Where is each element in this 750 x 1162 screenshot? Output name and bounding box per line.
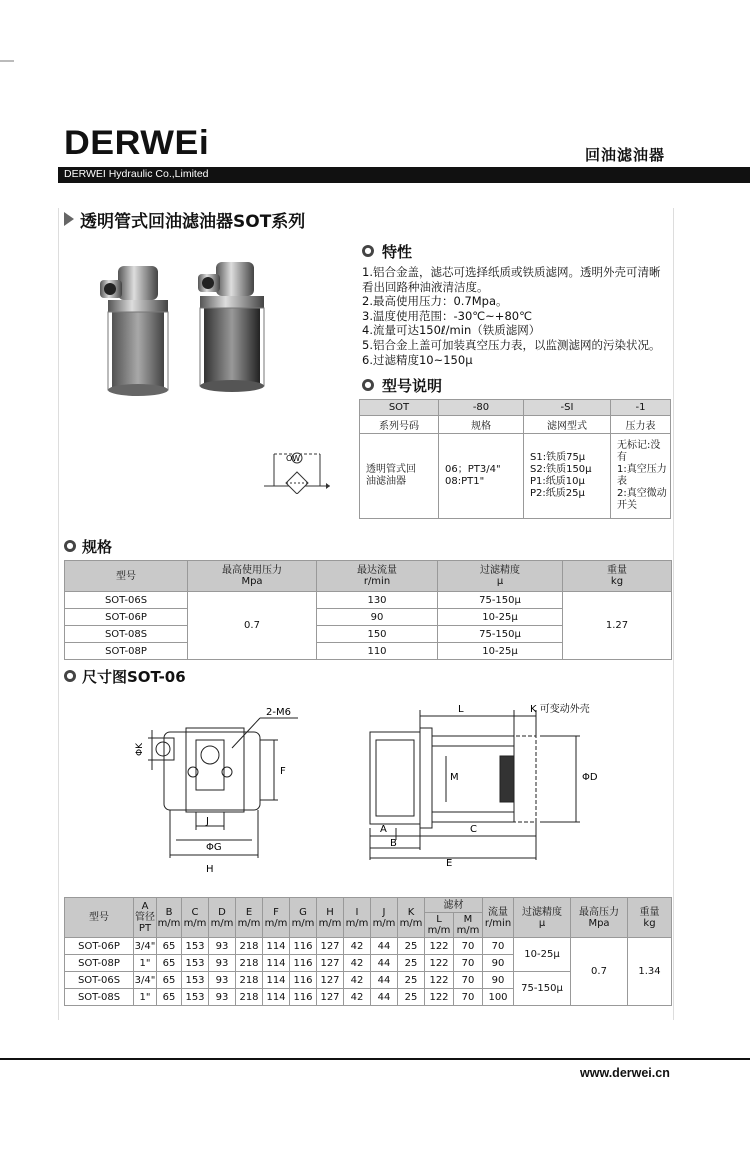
svg-text:C: C <box>470 824 477 835</box>
svg-text:J: J <box>206 816 209 827</box>
dimension-table: 型号 A 管径 PT B m/m C m/m D m/m E m/m F m/m G m/m H m/m I m/m J m/m K m/m 滤材 流量 r/min 过滤精度 μ 最高压力 Mpa 重量 kg L m/m M m/m SOT-06P 3/4" 65 153 93 218 114 116 127 42 44 25 122 70 70 10-25μ 0.7 1.34 SOT-08P 1" 65 153 93 218 114 116 127 42 44 25 122 70 90 SOT-06S 3/4" 65 153 93 218 114 116 127 42 44 25 122 70 90 75-150μ SOT-08S 1" 65 153 93 218 114 116 127 42 44 25 122 70 100 <box>64 897 672 1006</box>
filter-symbol <box>262 450 332 494</box>
svg-text:H: H <box>206 864 214 875</box>
svg-text:F: F <box>280 766 286 777</box>
features-list <box>362 265 672 367</box>
top-view-drawing <box>130 700 320 880</box>
label-series: 系列号码 <box>360 416 439 434</box>
product-photo <box>88 258 288 398</box>
label-gauge: 压力表 <box>611 416 671 434</box>
code-mesh: -SI <box>524 400 611 416</box>
model-bullet-icon: ● <box>362 379 374 391</box>
svg-text:M: M <box>450 772 459 783</box>
svg-text:ΦK: ΦK <box>135 743 145 756</box>
features-bullet-icon: ● <box>362 245 374 257</box>
code-gauge: -1 <box>611 400 671 416</box>
side-view-drawing <box>350 700 620 870</box>
spec-table: 型号 最高使用压力 Mpa 最达流量 r/min 过滤精度 μ 重量 kg SOT-06S 0.7 130 75-150μ 1.27 SOT-06P 90 10-25μ SOT-08S 150 75-150μ SOT-08P 110 10-25μ <box>64 560 672 660</box>
svg-text:ΦG: ΦG <box>206 842 222 853</box>
feature-line: 5.铝合金上盖可加装真空压力表，以监测滤网的污染状况。 <box>362 337 661 352</box>
svg-text:B: B <box>390 838 397 849</box>
dim-bullet-icon: ● <box>64 670 76 682</box>
product-title: 透明管式回油滤油器SOT系列 <box>80 212 306 232</box>
section-arrow-icon <box>64 212 74 226</box>
features-heading: 特性 <box>382 243 413 261</box>
svg-text:K 可变动外壳: K 可变动外壳 <box>530 704 590 715</box>
svg-text:2-M6: 2-M6 <box>266 707 291 718</box>
feature-line: 1.铝合金盖，滤芯可选择纸质或铁质滤网。透明外壳可清晰 <box>362 265 661 279</box>
feature-line: 4.流量可达150ℓ/min（铁质滤网） <box>362 323 541 338</box>
specs-bullet-icon: ● <box>64 540 76 552</box>
brand-logo: DERWEi <box>64 124 210 162</box>
code-size: -80 <box>439 400 524 416</box>
label-size: 规格 <box>439 416 524 434</box>
filter-photo-2 <box>198 262 264 392</box>
model-code-heading: 型号说明 <box>382 377 443 395</box>
model-code-table: SOT -80 -SI -1 系列号码 规格 滤网型式 压力表 透明管式回 油滤油器 06；PT3/4" 08:PT1" S1:铁质75μ S2:铁质150μ P1:纸质10μ P2:纸质25μ 无标记:没有 1:真空压力表 2:真空微动开关 <box>359 399 671 519</box>
company-name: DERWEI Hydraulic Co.,Limited <box>64 168 209 180</box>
feature-line: 2.最高使用压力：0.7Mpa。 <box>362 294 508 309</box>
footer-rule <box>0 1058 750 1060</box>
margin-line <box>0 60 14 62</box>
svg-text:ΦD: ΦD <box>582 772 598 783</box>
svg-text:A: A <box>380 824 387 835</box>
feature-line: 6.过滤精度10~150μ <box>362 352 473 367</box>
dimensions-heading: 尺寸图SOT-06 <box>82 668 186 686</box>
svg-text:E: E <box>446 858 453 869</box>
website-link[interactable]: www.derwei.cn <box>580 1066 670 1080</box>
symbol-label: OW <box>286 454 301 463</box>
label-mesh: 滤网型式 <box>524 416 611 434</box>
specs-heading: 规格 <box>82 538 113 556</box>
feature-line: 看出回路种油液清洁度。 <box>362 279 489 294</box>
svg-text:L: L <box>458 704 464 715</box>
page-title: 回油滤油器 <box>585 146 666 164</box>
filter-photo-1 <box>100 266 168 396</box>
feature-line: 3.温度使用范围：-30℃~+80℃ <box>362 308 532 323</box>
code-series: SOT <box>360 400 439 416</box>
